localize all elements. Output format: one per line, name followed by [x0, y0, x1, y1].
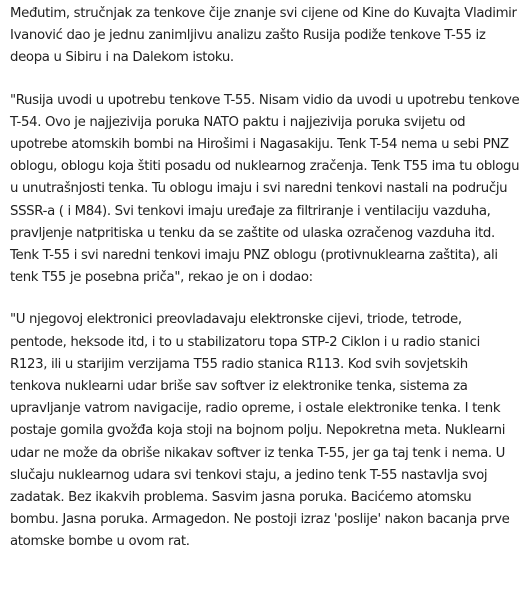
article-paragraph-quote-2: "U njegovoj elektronici preovladavaju elektronske cijevi, triode, tetrode, pentode, heksode itd, i to u stabilizatoru topa STP-2 Ciklon i u radio stanici R123, ili u starijim verzijama T55 radio stanica R113. Kod svih sovjetskih tenkova nuklearni udar briše sav softver iz elektronike tenka, sistema za upravljanje vatrom navigacije, radio opreme, i ostale elektronike tenka. I tenk postaje gomila gvožđa koja stoji na bojnom polju. Nepokretna meta. Nuklearni udar ne može da obriše nikakav softver iz tenka T-55, jer ga taj tenk i nema. U slučaju nuklearnog udara svi tenkovi staju, a jedino tenk T-55 nastavlja svoj zadatak. Bez ikakvih problema. Sasvim jasna poruka. Bacićemo atomsku bombu. Jasna poruka. Armagedon. Ne postoji izraz 'poslije' nakon bacanja prve atomske bombe u ovom rat. [10, 312, 510, 550]
article-paragraph-intro: Međutim, stručnjak za tenkove čije znanje svi cijene od Kine do Kuvajta Vladimir Ivanović dao je jednu zanimljivu analizu zašto Rusija podiže tenkove T-55 iz deopa u Sibiru i na Dalekom istoku. [10, 6, 517, 66]
article-paragraph-quote-1: "Rusija uvodi u upotrebu tenkove T-55. Nisam vidio da uvodi u upotrebu tenkove T-54. Ovo je najjezivija poruka NATO paktu i najjezivija poruka svijetu od upotrebe atomskih bombi na Hirošimi i Nagasakiju. Tenk T-54 nema u sebi PNZ oblogu, oblogu koja štiti posadu od nuklearnog zračenja. Tenk T55 ima tu oblogu u unutrašnjosti tenka. Tu oblogu imaju i svi naredni tenkovi nastali na području SSSR-a ( i M84). Svi tenkovi imaju uređaje za filtriranje i ventilaciju vazduha, pravljenje natpritiska u tenku da se zaštite od ulaska ozračenog vazduha itd. Tenk T-55 i svi naredni tenkovi imaju PNZ oblogu (protivnuklearna zaštita), ali tenk T55 je posebna priča", rekao je on i dodao: [10, 92, 520, 286]
